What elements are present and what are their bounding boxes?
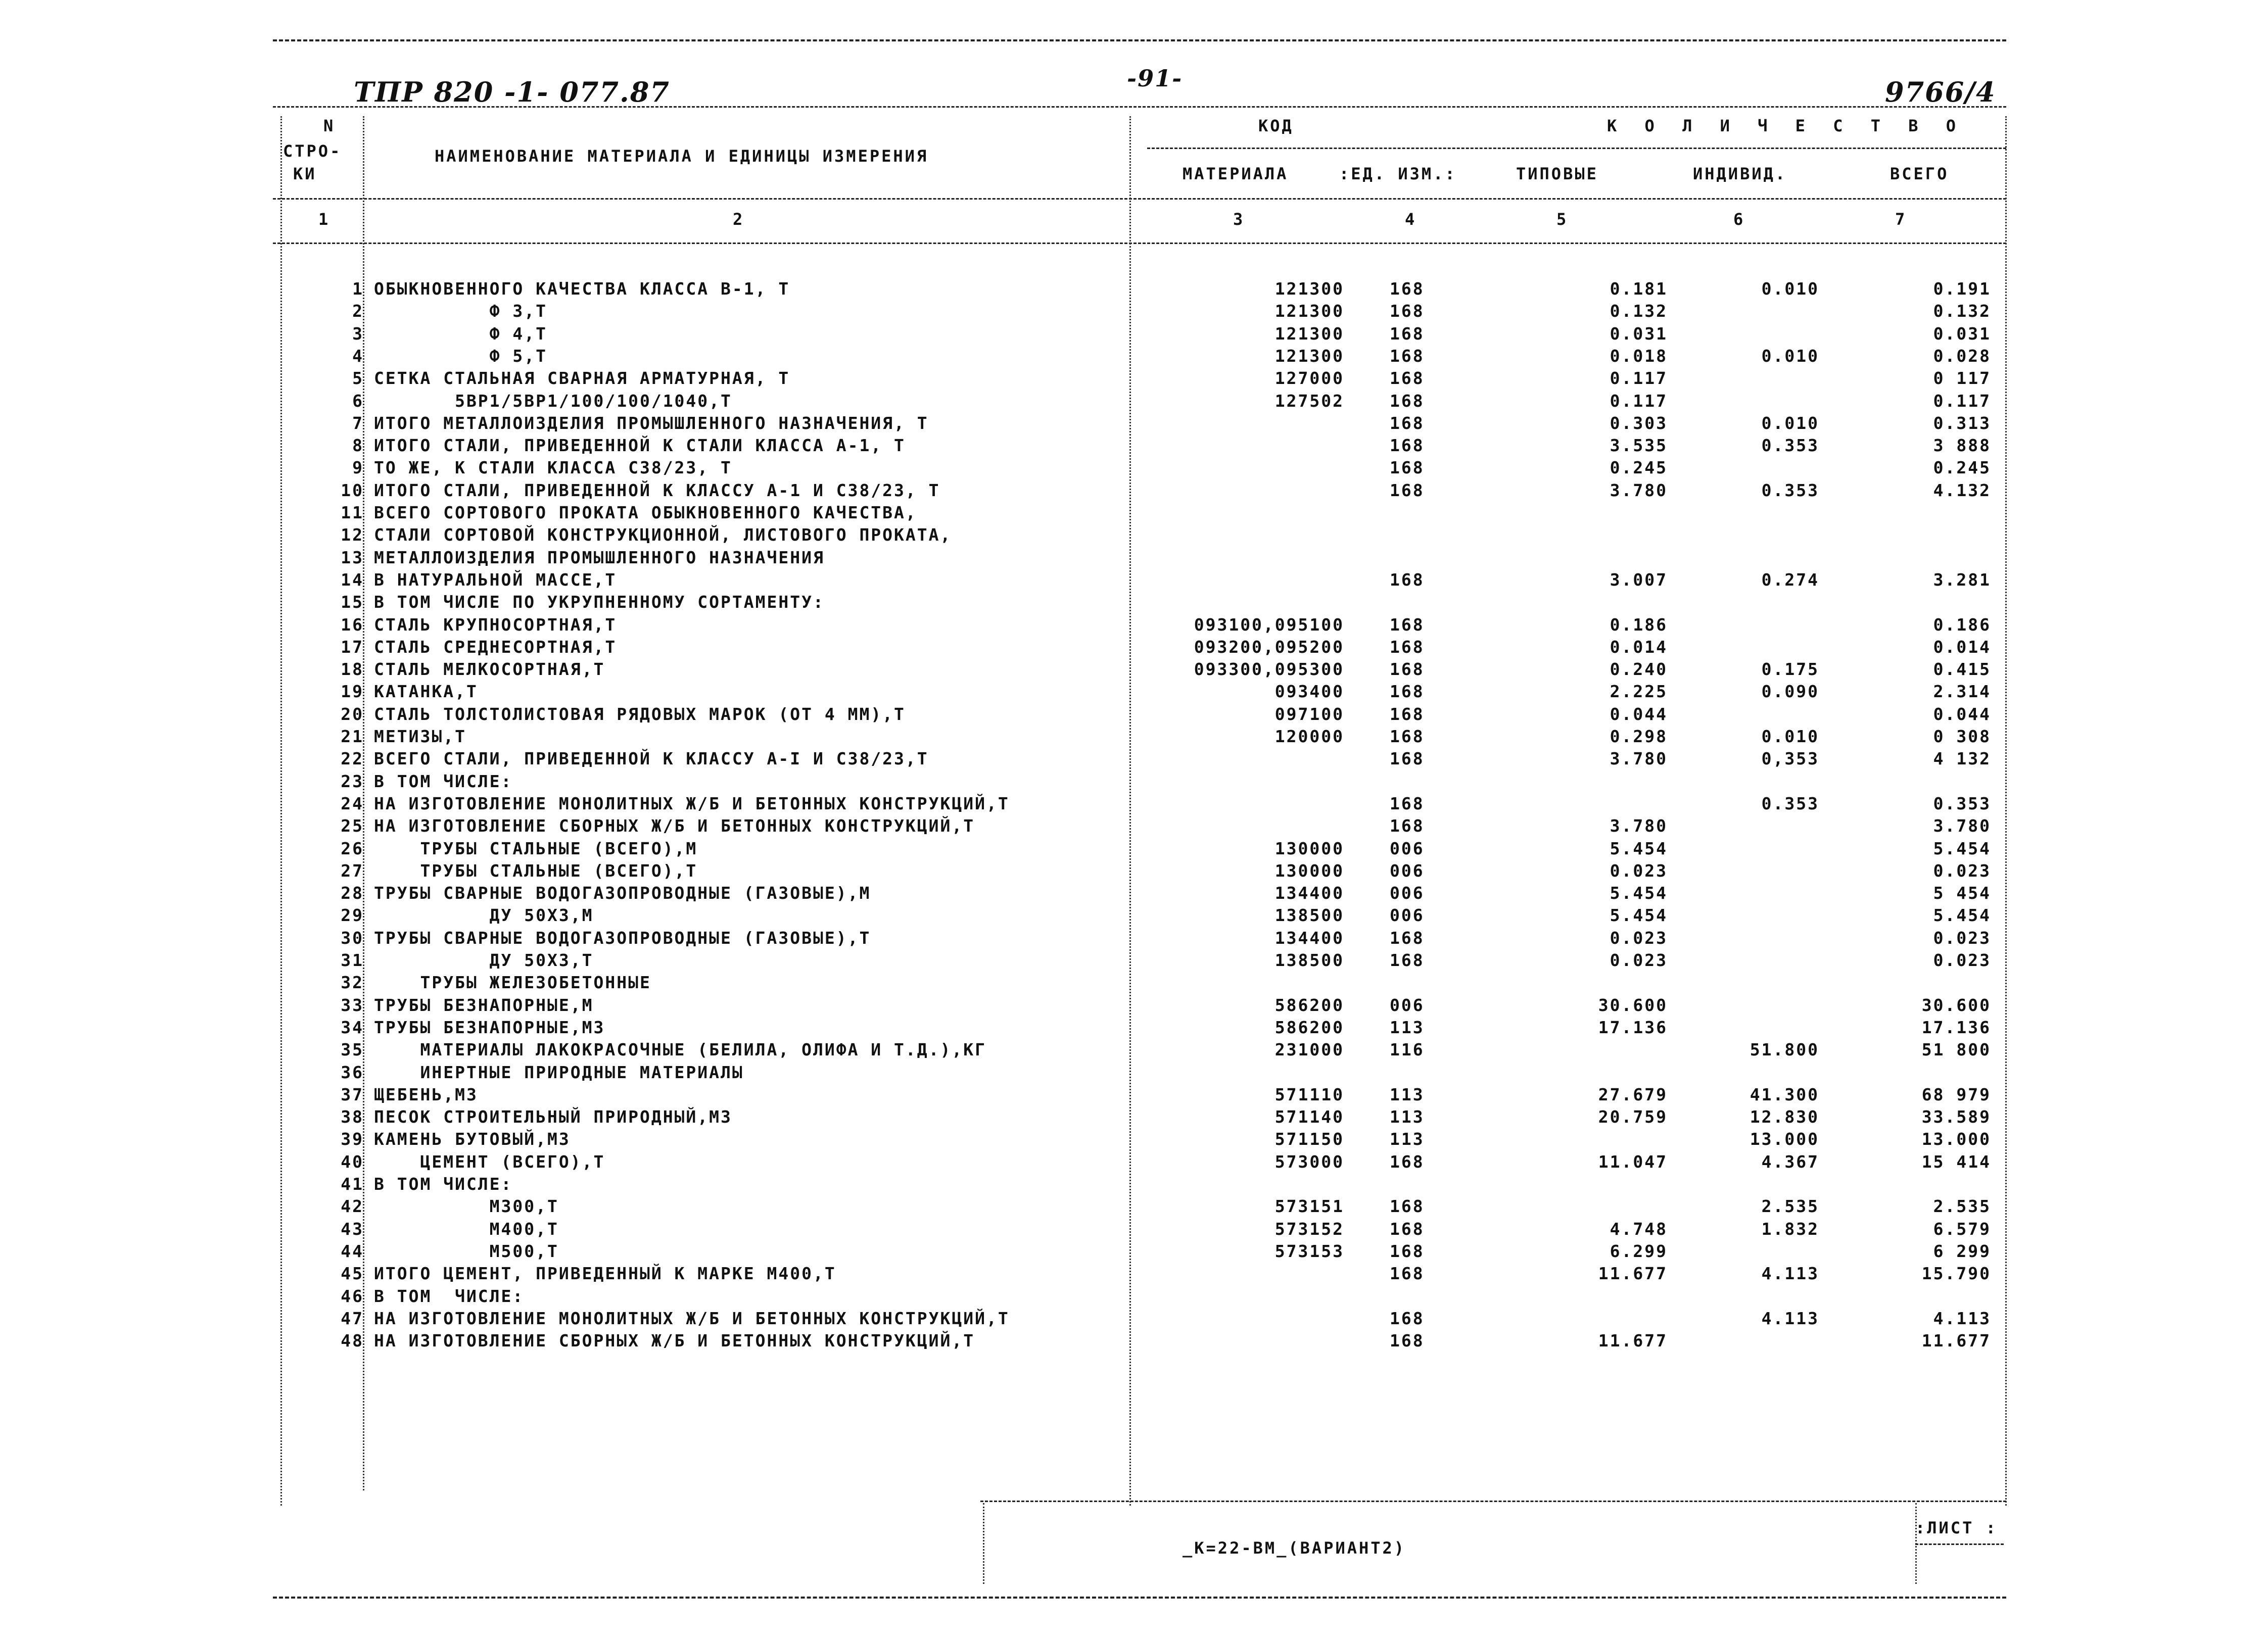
row-individual-qty: 0.353 (1761, 480, 1819, 500)
row-material-code: 093100,095100 (1194, 614, 1344, 635)
row-name: М300,Т (374, 1196, 559, 1217)
row-unit-code: 113 (1390, 1084, 1425, 1104)
row-name: СТАЛИ СОРТОВОЙ КОНСТРУКЦИОННОЙ, ЛИСТОВОГО ПРОКАТА, (374, 525, 952, 545)
row-unit-code: 168 (1390, 1308, 1425, 1328)
row-name: ИТОГО СТАЛИ, ПРИВЕДЕННОЙ К СТАЛИ КЛАССА А-1, Т (374, 436, 906, 456)
row-name: ИТОГО ЦЕМЕНТ, ПРИВЕДЕННЫЙ К МАРКЕ М400,Т (374, 1264, 836, 1284)
row-typical-qty: 0.018 (1610, 346, 1668, 366)
row-name: ТРУБЫ БЕЗНАПОРНЫЕ,М (374, 995, 594, 1015)
row-typical-qty: 0.031 (1610, 323, 1668, 344)
header-underline (273, 106, 2006, 108)
row-typical-qty: 0.117 (1610, 368, 1668, 389)
row-material-code: 573153 (1274, 1241, 1344, 1261)
row-name: В ТОМ ЧИСЛЕ ПО УКРУПНЕННОМУ СОРТАМЕНТУ: (374, 592, 825, 612)
row-individual-qty: 13.000 (1750, 1129, 1819, 1149)
row-total-qty: 0 117 (1933, 368, 1991, 389)
row-individual-qty: 0.010 (1761, 413, 1819, 433)
row-typical-qty: 0.117 (1610, 391, 1668, 411)
row-unit-code: 168 (1390, 1264, 1425, 1284)
column-number-rule (273, 243, 2006, 244)
separator-name (1129, 116, 1131, 1506)
row-name: ВСЕГО СТАЛИ, ПРИВЕДЕННОЙ К КЛАССУ А-I И С38/23,Т (374, 749, 929, 769)
row-number: 34 (341, 1017, 364, 1037)
row-total-qty: 5.454 (1933, 905, 1991, 926)
header-mid-rule (1147, 148, 2006, 149)
row-total-qty: 4 132 (1933, 749, 1991, 769)
row-individual-qty: 51.800 (1750, 1040, 1819, 1060)
row-total-qty: 6 299 (1933, 1241, 1991, 1261)
row-number: 32 (341, 973, 364, 993)
row-name: ТРУБЫ ЖЕЛЕЗОБЕТОННЫЕ (374, 973, 651, 993)
row-name: М500,Т (374, 1241, 559, 1261)
row-number: 16 (341, 614, 364, 635)
row-material-code: 138500 (1274, 905, 1344, 926)
row-name: ЦЕМЕНТ (ВСЕГО),Т (374, 1151, 605, 1172)
footer-variant: _К=22-ВМ_(ВАРИАНТ2) (1183, 1538, 1406, 1558)
header-kolichestvo: К О Л И Ч Е С Т В О (1607, 116, 1965, 135)
row-typical-qty: 3.780 (1610, 480, 1668, 500)
row-unit-code: 168 (1390, 637, 1425, 657)
row-total-qty: 0 308 (1933, 727, 1991, 746)
row-unit-code: 168 (1390, 682, 1425, 702)
row-typical-qty: 0.240 (1610, 659, 1668, 680)
row-typical-qty: 17.136 (1598, 1017, 1668, 1037)
row-individual-qty: 4.367 (1761, 1151, 1819, 1172)
col-num-7: 7 (1895, 210, 1907, 229)
row-number: 7 (352, 413, 364, 433)
row-material-code: 127000 (1274, 368, 1344, 389)
row-total-qty: 0.415 (1933, 659, 1991, 680)
row-unit-code: 006 (1390, 905, 1425, 926)
row-name: В ТОМ ЧИСЛЕ: (374, 771, 513, 791)
row-total-qty: 0.132 (1933, 301, 1991, 321)
row-typical-qty: 6.299 (1610, 1241, 1668, 1261)
row-name: СТАЛЬ МЕЛКОСОРТНАЯ,Т (374, 659, 605, 680)
row-total-qty: 0.023 (1933, 928, 1991, 948)
row-material-code: 571110 (1274, 1084, 1344, 1104)
row-name: МЕТИЗЫ,Т (374, 727, 466, 746)
row-unit-code: 168 (1390, 346, 1425, 366)
row-unit-code: 168 (1390, 480, 1425, 500)
row-individual-qty: 0.175 (1761, 659, 1819, 680)
footer-list-rule (1915, 1543, 2004, 1545)
row-name: ИНЕРТНЫЕ ПРИРОДНЫЕ МАТЕРИАЛЫ (374, 1062, 744, 1082)
separator-right (2005, 116, 2007, 1506)
row-number: 5 (352, 368, 364, 389)
row-name: НА ИЗГОТОВЛЕНИЕ МОНОЛИТНЫХ Ж/Б И БЕТОННЫХ КОНСТРУКЦИЙ,Т (374, 1308, 1010, 1328)
row-unit-code: 113 (1390, 1129, 1425, 1149)
row-typical-qty: 0.014 (1610, 637, 1668, 657)
bottom-rule (273, 1597, 2006, 1599)
row-unit-code: 168 (1390, 569, 1425, 590)
row-number: 41 (341, 1174, 364, 1194)
row-unit-code: 168 (1390, 458, 1425, 478)
row-typical-qty: 2.225 (1610, 682, 1668, 702)
header-ed-izm: :ЕД. ИЗМ.: (1339, 164, 1457, 183)
header-ki: КИ (293, 164, 317, 183)
row-total-qty: 30.600 (1921, 995, 1991, 1015)
row-number: 20 (341, 704, 364, 724)
row-material-code: 121300 (1274, 279, 1344, 299)
row-typical-qty: 0.044 (1610, 704, 1668, 724)
row-name: СТАЛЬ ТОЛСТОЛИСТОВАЯ РЯДОВЫХ МАРОК (ОТ 4 ММ),Т (374, 704, 906, 724)
row-individual-qty: 0.010 (1761, 346, 1819, 366)
separator-left (280, 116, 282, 1506)
row-number: 11 (341, 503, 364, 522)
row-number: 1 (352, 279, 364, 299)
row-number: 6 (352, 391, 364, 411)
col-num-1: 1 (318, 210, 330, 229)
row-name: СЕТКА СТАЛЬНАЯ СВАРНАЯ АРМАТУРНАЯ, Т (374, 368, 790, 389)
row-number: 23 (341, 771, 364, 791)
row-name: ДУ 50Х3,Т (374, 950, 594, 970)
row-number: 12 (341, 525, 364, 545)
row-total-qty: 3.780 (1933, 816, 1991, 836)
row-name: МАТЕРИАЛЫ ЛАКОКРАСОЧНЫЕ (БЕЛИЛА, ОЛИФА И Т.Д.),КГ (374, 1040, 986, 1060)
row-typical-qty: 0.023 (1610, 928, 1668, 948)
header-vsego: ВСЕГО (1890, 164, 1949, 183)
row-number: 3 (352, 323, 364, 344)
header-n: N (323, 116, 336, 135)
row-unit-code: 006 (1390, 860, 1425, 881)
row-material-code: 571140 (1274, 1107, 1344, 1127)
row-individual-qty: 0.274 (1761, 569, 1819, 590)
row-typical-qty: 4.748 (1610, 1219, 1668, 1239)
row-material-code: 121300 (1274, 301, 1344, 321)
header-stroki: СТРО- (283, 141, 342, 161)
row-unit-code: 113 (1390, 1017, 1425, 1037)
row-unit-code: 006 (1390, 883, 1425, 903)
row-individual-qty: 1.832 (1761, 1219, 1819, 1239)
row-unit-code: 168 (1390, 413, 1425, 433)
header-kod: КОД (1258, 116, 1294, 135)
row-material-code: 231000 (1274, 1040, 1344, 1060)
row-total-qty: 0.313 (1933, 413, 1991, 433)
row-total-qty: 15.790 (1921, 1264, 1991, 1284)
row-individual-qty: 4.113 (1761, 1264, 1819, 1284)
row-typical-qty: 3.780 (1610, 749, 1668, 769)
row-typical-qty: 3.780 (1610, 816, 1668, 836)
row-unit-code: 168 (1390, 279, 1425, 299)
row-number: 13 (341, 547, 364, 567)
row-number: 36 (341, 1062, 364, 1082)
row-material-code: 127502 (1274, 391, 1344, 411)
row-total-qty: 15 414 (1921, 1151, 1991, 1172)
row-individual-qty: 0.010 (1761, 727, 1819, 746)
row-unit-code: 168 (1390, 323, 1425, 344)
row-number: 27 (341, 860, 364, 881)
row-number: 40 (341, 1151, 364, 1172)
row-material-code: 121300 (1274, 323, 1344, 344)
row-typical-qty: 5.454 (1610, 905, 1668, 926)
row-number: 30 (341, 928, 364, 948)
row-unit-code: 168 (1390, 1241, 1425, 1261)
footer-top-rule (980, 1501, 2006, 1502)
row-number: 38 (341, 1107, 364, 1127)
row-typical-qty: 0.132 (1610, 301, 1668, 321)
row-number: 43 (341, 1219, 364, 1239)
row-name: ДУ 50Х3,М (374, 905, 594, 926)
row-number: 21 (341, 727, 364, 746)
row-unit-code: 168 (1390, 391, 1425, 411)
row-name: М400,Т (374, 1219, 559, 1239)
page-marker: -91- (1127, 65, 1183, 92)
row-number: 28 (341, 883, 364, 903)
row-material-code: 121300 (1274, 346, 1344, 366)
row-number: 18 (341, 659, 364, 680)
row-unit-code: 168 (1390, 749, 1425, 769)
row-typical-qty: 0.181 (1610, 279, 1668, 299)
row-unit-code: 113 (1390, 1107, 1425, 1127)
row-individual-qty: 41.300 (1750, 1084, 1819, 1104)
row-total-qty: 5.454 (1933, 838, 1991, 858)
row-typical-qty: 0.303 (1610, 413, 1668, 433)
row-typical-qty: 0.298 (1610, 727, 1668, 746)
sheet-ref: 9766/4 (1885, 76, 1996, 108)
row-unit-code: 168 (1390, 368, 1425, 389)
row-name: В ТОМ ЧИСЛЕ: (374, 1174, 513, 1194)
row-total-qty: 2.535 (1933, 1196, 1991, 1217)
row-number: 22 (341, 749, 364, 769)
row-name: ИТОГО СТАЛИ, ПРИВЕДЕННОЙ К КЛАССУ А-1 И С38/23, Т (374, 480, 940, 500)
row-material-code: 573152 (1274, 1219, 1344, 1239)
row-number: 48 (341, 1331, 364, 1351)
row-name: ТО ЖЕ, К СТАЛИ КЛАССА С38/23, Т (374, 458, 732, 478)
row-total-qty: 11.677 (1921, 1331, 1991, 1351)
row-total-qty: 0.023 (1933, 950, 1991, 970)
row-unit-code: 168 (1390, 928, 1425, 948)
top-rule (273, 39, 2006, 41)
col-num-2: 2 (733, 210, 745, 229)
row-unit-code: 168 (1390, 727, 1425, 746)
row-name: ТРУБЫ СВАРНЫЕ ВОДОГАЗОПРОВОДНЫЕ (ГАЗОВЫЕ),Т (374, 928, 871, 948)
col-num-3: 3 (1233, 210, 1245, 229)
row-typical-qty: 27.679 (1598, 1084, 1668, 1104)
row-number: 17 (341, 637, 364, 657)
row-name: В ТОМ ЧИСЛЕ: (374, 1286, 525, 1306)
row-total-qty: 0.186 (1933, 614, 1991, 635)
row-name: ТРУБЫ СВАРНЫЕ ВОДОГАЗОПРОВОДНЫЕ (ГАЗОВЫЕ),М (374, 883, 871, 903)
row-material-code: 571150 (1274, 1129, 1344, 1149)
row-material-code: 130000 (1274, 860, 1344, 881)
row-number: 39 (341, 1129, 364, 1149)
row-typical-qty: 11.047 (1598, 1151, 1668, 1172)
row-name: ИТОГО МЕТАЛЛОИЗДЕЛИЯ ПРОМЫШЛЕННОГО НАЗНАЧЕНИЯ, Т (374, 413, 929, 433)
row-typical-qty: 30.600 (1598, 995, 1668, 1015)
row-name: Ф 5,Т (374, 346, 548, 366)
row-number: 45 (341, 1264, 364, 1284)
header-tipovye: ТИПОВЫЕ (1516, 164, 1598, 183)
row-unit-code: 168 (1390, 950, 1425, 970)
row-number: 14 (341, 569, 364, 590)
row-total-qty: 3.281 (1933, 569, 1991, 590)
row-individual-qty: 0.353 (1761, 436, 1819, 456)
document-code: ТПР 820 -1- 077.87 (354, 76, 670, 108)
row-unit-code: 168 (1390, 436, 1425, 456)
row-material-code: 093200,095200 (1194, 637, 1344, 657)
row-total-qty: 68 979 (1921, 1084, 1991, 1104)
row-individual-qty: 12.830 (1750, 1107, 1819, 1127)
row-unit-code: 168 (1390, 1331, 1425, 1351)
row-number: 42 (341, 1196, 364, 1217)
row-name: 5ВР1/5ВР1/100/100/1040,Т (374, 391, 732, 411)
row-name: ТРУБЫ БЕЗНАПОРНЫЕ,М3 (374, 1017, 605, 1037)
row-total-qty: 0.191 (1933, 279, 1991, 299)
row-total-qty: 5 454 (1933, 883, 1991, 903)
row-name: ТРУБЫ СТАЛЬНЫЕ (ВСЕГО),Т (374, 860, 698, 881)
row-unit-code: 168 (1390, 1151, 1425, 1172)
row-individual-qty: 0.353 (1761, 793, 1819, 813)
row-material-code: 573151 (1274, 1196, 1344, 1217)
row-material-code: 586200 (1274, 995, 1344, 1015)
row-number: 35 (341, 1040, 364, 1060)
row-number: 19 (341, 682, 364, 702)
row-name: ПЕСОК СТРОИТЕЛЬНЫЙ ПРИРОДНЫЙ,М3 (374, 1107, 732, 1127)
row-total-qty: 0.044 (1933, 704, 1991, 724)
row-material-code: 093300,095300 (1194, 659, 1344, 680)
row-material-code: 134400 (1274, 883, 1344, 903)
row-number: 8 (352, 436, 364, 456)
header-material: МАТЕРИАЛА (1183, 164, 1289, 183)
row-number: 26 (341, 838, 364, 858)
row-material-code: 093400 (1274, 682, 1344, 702)
row-total-qty: 3 888 (1933, 436, 1991, 456)
row-typical-qty: 0.023 (1610, 950, 1668, 970)
col-num-4: 4 (1405, 210, 1417, 229)
row-total-qty: 13.000 (1921, 1129, 1991, 1149)
row-unit-code: 168 (1390, 816, 1425, 836)
row-material-code: 130000 (1274, 838, 1344, 858)
row-total-qty: 2.314 (1933, 682, 1991, 702)
row-name: ВСЕГО СОРТОВОГО ПРОКАТА ОБЫКНОВЕННОГО КАЧЕСТВА, (374, 503, 917, 522)
row-material-code: 586200 (1274, 1017, 1344, 1037)
row-typical-qty: 5.454 (1610, 838, 1668, 858)
row-total-qty: 6.579 (1933, 1219, 1991, 1239)
row-total-qty: 0.014 (1933, 637, 1991, 657)
row-name: НА ИЗГОТОВЛЕНИЕ СБОРНЫХ Ж/Б И БЕТОННЫХ КОНСТРУКЦИЙ,Т (374, 816, 975, 836)
row-typical-qty: 0.023 (1610, 860, 1668, 881)
row-total-qty: 4.132 (1933, 480, 1991, 500)
row-unit-code: 168 (1390, 1196, 1425, 1217)
row-unit-code: 006 (1390, 995, 1425, 1015)
row-material-code: 120000 (1274, 727, 1344, 746)
header-bottom-rule (273, 198, 2006, 200)
row-individual-qty: 2.535 (1761, 1196, 1819, 1217)
row-name: СТАЛЬ КРУПНОСОРТНАЯ,Т (374, 614, 617, 635)
row-individual-qty: 4.113 (1761, 1308, 1819, 1328)
row-unit-code: 168 (1390, 614, 1425, 635)
row-number: 24 (341, 793, 364, 813)
row-number: 44 (341, 1241, 364, 1261)
row-typical-qty: 11.677 (1598, 1264, 1668, 1284)
row-number: 47 (341, 1308, 364, 1328)
row-total-qty: 0.028 (1933, 346, 1991, 366)
row-typical-qty: 11.677 (1598, 1331, 1668, 1351)
row-total-qty: 33.589 (1921, 1107, 1991, 1127)
row-name: МЕТАЛЛОИЗДЕЛИЯ ПРОМЫШЛЕННОГО НАЗНАЧЕНИЯ (374, 547, 825, 567)
row-total-qty: 0.023 (1933, 860, 1991, 881)
row-typical-qty: 0.245 (1610, 458, 1668, 478)
row-name: КАТАНКА,Т (374, 682, 478, 702)
row-unit-code: 168 (1390, 659, 1425, 680)
row-total-qty: 0.031 (1933, 323, 1991, 344)
row-material-code: 138500 (1274, 950, 1344, 970)
row-number: 4 (352, 346, 364, 366)
row-unit-code: 006 (1390, 838, 1425, 858)
row-material-code: 573000 (1274, 1151, 1344, 1172)
row-total-qty: 0.245 (1933, 458, 1991, 478)
row-total-qty: 0.353 (1933, 793, 1991, 813)
row-name: ЩЕБЕНЬ,М3 (374, 1084, 478, 1104)
row-number: 46 (341, 1286, 364, 1306)
row-name: ОБЫКНОВЕННОГО КАЧЕСТВА КЛАССА В-1, Т (374, 279, 790, 299)
footer-left-separator (983, 1503, 984, 1584)
row-typical-qty: 0.186 (1610, 614, 1668, 635)
header-name-column: НАИМЕНОВАНИЕ МАТЕРИАЛА И ЕДИНИЦЫ ИЗМЕРЕНИЯ (435, 147, 929, 166)
row-total-qty: 17.136 (1921, 1017, 1991, 1037)
row-name: НА ИЗГОТОВЛЕНИЕ СБОРНЫХ Ж/Б И БЕТОННЫХ КОНСТРУКЦИЙ,Т (374, 1331, 975, 1351)
row-name: ТРУБЫ СТАЛЬНЫЕ (ВСЕГО),М (374, 838, 698, 858)
row-number: 15 (341, 592, 364, 612)
row-number: 25 (341, 816, 364, 836)
row-number: 37 (341, 1084, 364, 1104)
row-individual-qty: 0.010 (1761, 279, 1819, 299)
row-typical-qty: 5.454 (1610, 883, 1668, 903)
row-unit-code: 168 (1390, 301, 1425, 321)
row-unit-code: 116 (1390, 1040, 1425, 1060)
row-name: СТАЛЬ СРЕДНЕСОРТНАЯ,Т (374, 637, 617, 657)
row-unit-code: 168 (1390, 1219, 1425, 1239)
row-name: КАМЕНЬ БУТОВЫЙ,М3 (374, 1129, 571, 1149)
row-individual-qty: 0.090 (1761, 682, 1819, 702)
row-material-code: 097100 (1274, 704, 1344, 724)
row-name: Ф 3,Т (374, 301, 548, 321)
row-name: НА ИЗГОТОВЛЕНИЕ МОНОЛИТНЫХ Ж/Б И БЕТОННЫХ КОНСТРУКЦИЙ,Т (374, 793, 1010, 813)
col-num-6: 6 (1733, 210, 1745, 229)
header-individ: ИНДИВИД. (1693, 164, 1787, 183)
footer-list-label: :ЛИСТ : (1915, 1518, 1998, 1537)
row-individual-qty: 0,353 (1761, 749, 1819, 769)
row-unit-code: 168 (1390, 704, 1425, 724)
row-name: Ф 4,Т (374, 323, 548, 344)
row-total-qty: 0.117 (1933, 391, 1991, 411)
row-total-qty: 51 800 (1921, 1040, 1991, 1060)
row-number: 9 (352, 458, 364, 478)
row-number: 33 (341, 995, 364, 1015)
row-typical-qty: 3.007 (1610, 569, 1668, 590)
row-typical-qty: 3.535 (1610, 436, 1668, 456)
row-name: В НАТУРАЛЬНОЙ МАССЕ,Т (374, 569, 617, 590)
row-total-qty: 4.113 (1933, 1308, 1991, 1328)
row-material-code: 134400 (1274, 928, 1344, 948)
row-typical-qty: 20.759 (1598, 1107, 1668, 1127)
row-unit-code: 168 (1390, 793, 1425, 813)
row-number: 29 (341, 905, 364, 926)
row-number: 10 (341, 480, 364, 500)
col-num-5: 5 (1556, 210, 1569, 229)
row-number: 2 (352, 301, 364, 321)
row-number: 31 (341, 950, 364, 970)
